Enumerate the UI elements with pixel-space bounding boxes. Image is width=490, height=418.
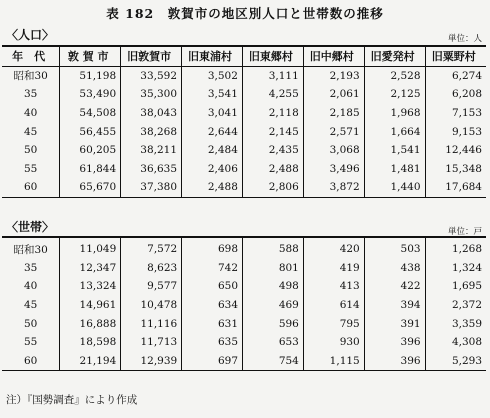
table-row <box>2 160 486 179</box>
population-section-label: 〈人口〉 <box>6 28 55 42</box>
value-cell: 2,185 <box>303 104 364 123</box>
value-cell: 438 <box>364 259 425 278</box>
value-cell: 3,541 <box>182 85 243 104</box>
population-header-row <box>2 46 486 66</box>
population-unit: 単位：人 <box>447 34 482 44</box>
value-cell: 631 <box>182 314 243 333</box>
table-title: 表 182 敦賀市の地区別人口と世帯数の推移 <box>106 6 384 21</box>
value-cell: 2,061 <box>303 85 364 104</box>
table-row <box>2 259 486 278</box>
value-cell: 795 <box>303 314 364 333</box>
value-cell: 614 <box>303 296 364 315</box>
value-cell: 1,115 <box>303 352 364 371</box>
value-cell: 698 <box>182 237 243 259</box>
year-cell: 60 <box>24 354 38 367</box>
value-cell: 7,572 <box>121 237 182 259</box>
value-cell: 3,041 <box>182 104 243 123</box>
value-cell: 391 <box>364 314 425 333</box>
value-cell: 6,208 <box>425 85 486 104</box>
value-cell: 8,623 <box>121 259 182 278</box>
value-cell: 2,488 <box>182 178 243 197</box>
value-cell: 754 <box>243 352 304 371</box>
value-cell: 53,490 <box>60 85 121 104</box>
value-cell: 650 <box>182 277 243 296</box>
value-cell: 1,968 <box>364 104 425 123</box>
header-old-nakago: 旧中郷村 <box>303 46 364 66</box>
year-cell: 40 <box>23 107 38 120</box>
value-cell: 1,664 <box>364 122 425 141</box>
year-cell: 50 <box>24 317 38 330</box>
value-cell: 1,541 <box>364 141 425 160</box>
value-cell: 61,844 <box>60 160 121 179</box>
table-row <box>2 237 486 259</box>
value-cell: 697 <box>182 352 243 371</box>
households-unit: 単位：戸 <box>447 227 482 237</box>
value-cell: 18,598 <box>60 333 121 352</box>
value-cell: 653 <box>243 333 304 352</box>
value-cell: 3,359 <box>425 314 486 333</box>
value-cell: 4,308 <box>425 333 486 352</box>
year-cell: 45 <box>23 125 38 138</box>
value-cell: 2,406 <box>182 160 243 179</box>
value-cell: 1,268 <box>425 237 486 259</box>
value-cell: 3,111 <box>242 66 303 85</box>
value-cell: 498 <box>243 277 304 296</box>
value-cell: 17,684 <box>425 178 486 197</box>
value-cell: 2,118 <box>242 104 303 123</box>
value-cell: 2,145 <box>242 122 303 141</box>
value-cell: 54,508 <box>60 104 121 123</box>
value-cell: 38,268 <box>121 122 182 141</box>
value-cell: 801 <box>243 259 304 278</box>
value-cell: 12,347 <box>60 259 121 278</box>
value-cell: 38,211 <box>121 141 182 160</box>
header-old-tsuruga: 旧敦賀市 <box>121 46 182 66</box>
table-row <box>2 352 486 371</box>
value-cell: 11,049 <box>60 237 121 259</box>
header-old-arachi: 旧愛発村 <box>364 46 425 66</box>
value-cell: 635 <box>182 333 243 352</box>
value-cell: 394 <box>364 296 425 315</box>
year-cell: 60 <box>23 181 38 194</box>
value-cell: 3,502 <box>182 66 243 85</box>
households-section-label: 〈世帯〉 <box>6 220 55 234</box>
value-cell: 2,484 <box>182 141 243 160</box>
value-cell: 396 <box>364 352 425 371</box>
header-year: 年 代 <box>2 46 60 66</box>
header-old-higashigo: 旧東郷村 <box>242 46 303 66</box>
value-cell: 396 <box>364 333 425 352</box>
value-cell: 3,068 <box>303 141 364 160</box>
table-row <box>2 277 486 296</box>
table-row <box>2 314 486 333</box>
value-cell: 2,193 <box>303 66 364 85</box>
value-cell: 419 <box>303 259 364 278</box>
population-table <box>2 45 486 198</box>
value-cell: 2,435 <box>242 141 303 160</box>
year-cell: 55 <box>24 336 38 349</box>
value-cell: 13,324 <box>60 277 121 296</box>
value-cell: 6,274 <box>425 66 486 85</box>
value-cell: 2,488 <box>242 160 303 179</box>
year-cell: 昭和30 <box>13 70 48 83</box>
table-row <box>2 141 486 160</box>
value-cell: 9,577 <box>121 277 182 296</box>
table-row <box>2 178 486 197</box>
value-cell: 10,478 <box>121 296 182 315</box>
year-cell: 55 <box>23 162 38 175</box>
year-cell: 昭和30 <box>13 243 48 256</box>
value-cell: 35,300 <box>121 85 182 104</box>
value-cell: 12,446 <box>425 141 486 160</box>
value-cell: 742 <box>182 259 243 278</box>
value-cell: 11,116 <box>121 314 182 333</box>
value-cell: 38,043 <box>121 104 182 123</box>
header-old-awano: 旧粟野村 <box>425 46 486 66</box>
value-cell: 2,125 <box>364 85 425 104</box>
table-row <box>2 66 486 85</box>
value-cell: 1,440 <box>364 178 425 197</box>
value-cell: 2,806 <box>242 178 303 197</box>
source-note: 注）『国勢調査』により作成 <box>6 394 138 406</box>
value-cell: 3,496 <box>303 160 364 179</box>
value-cell: 2,372 <box>425 296 486 315</box>
value-cell: 21,194 <box>60 352 121 371</box>
households-table <box>2 236 486 371</box>
value-cell: 33,592 <box>121 66 182 85</box>
year-cell: 35 <box>24 261 38 274</box>
value-cell: 413 <box>303 277 364 296</box>
value-cell: 60,205 <box>60 141 121 160</box>
value-cell: 4,255 <box>242 85 303 104</box>
value-cell: 1,695 <box>425 277 486 296</box>
value-cell: 14,961 <box>60 296 121 315</box>
value-cell: 2,571 <box>303 122 364 141</box>
value-cell: 5,293 <box>425 352 486 371</box>
year-cell: 35 <box>23 88 38 101</box>
value-cell: 1,481 <box>364 160 425 179</box>
value-cell: 469 <box>243 296 304 315</box>
value-cell: 634 <box>182 296 243 315</box>
value-cell: 3,872 <box>303 178 364 197</box>
value-cell: 2,528 <box>364 66 425 85</box>
value-cell: 65,670 <box>60 178 121 197</box>
value-cell: 16,888 <box>60 314 121 333</box>
value-cell: 51,198 <box>60 66 121 85</box>
year-cell: 50 <box>23 144 38 157</box>
header-tsuruga-city: 敦 賀 市 <box>60 46 121 66</box>
table-row <box>2 296 486 315</box>
value-cell: 503 <box>364 237 425 259</box>
header-old-higashiura: 旧東浦村 <box>182 46 243 66</box>
year-cell: 40 <box>24 280 38 293</box>
value-cell: 930 <box>303 333 364 352</box>
value-cell: 9,153 <box>425 122 486 141</box>
value-cell: 422 <box>364 277 425 296</box>
value-cell: 7,153 <box>425 104 486 123</box>
value-cell: 37,380 <box>121 178 182 197</box>
value-cell: 588 <box>243 237 304 259</box>
value-cell: 1,324 <box>425 259 486 278</box>
table-row <box>2 104 486 123</box>
table-row <box>2 122 486 141</box>
value-cell: 56,455 <box>60 122 121 141</box>
value-cell: 420 <box>303 237 364 259</box>
value-cell: 15,348 <box>425 160 486 179</box>
year-cell: 45 <box>24 299 38 312</box>
value-cell: 12,939 <box>121 352 182 371</box>
value-cell: 596 <box>243 314 304 333</box>
table-row <box>2 333 486 352</box>
value-cell: 11,713 <box>121 333 182 352</box>
table-row <box>2 85 486 104</box>
value-cell: 2,644 <box>182 122 243 141</box>
value-cell: 36,635 <box>121 160 182 179</box>
